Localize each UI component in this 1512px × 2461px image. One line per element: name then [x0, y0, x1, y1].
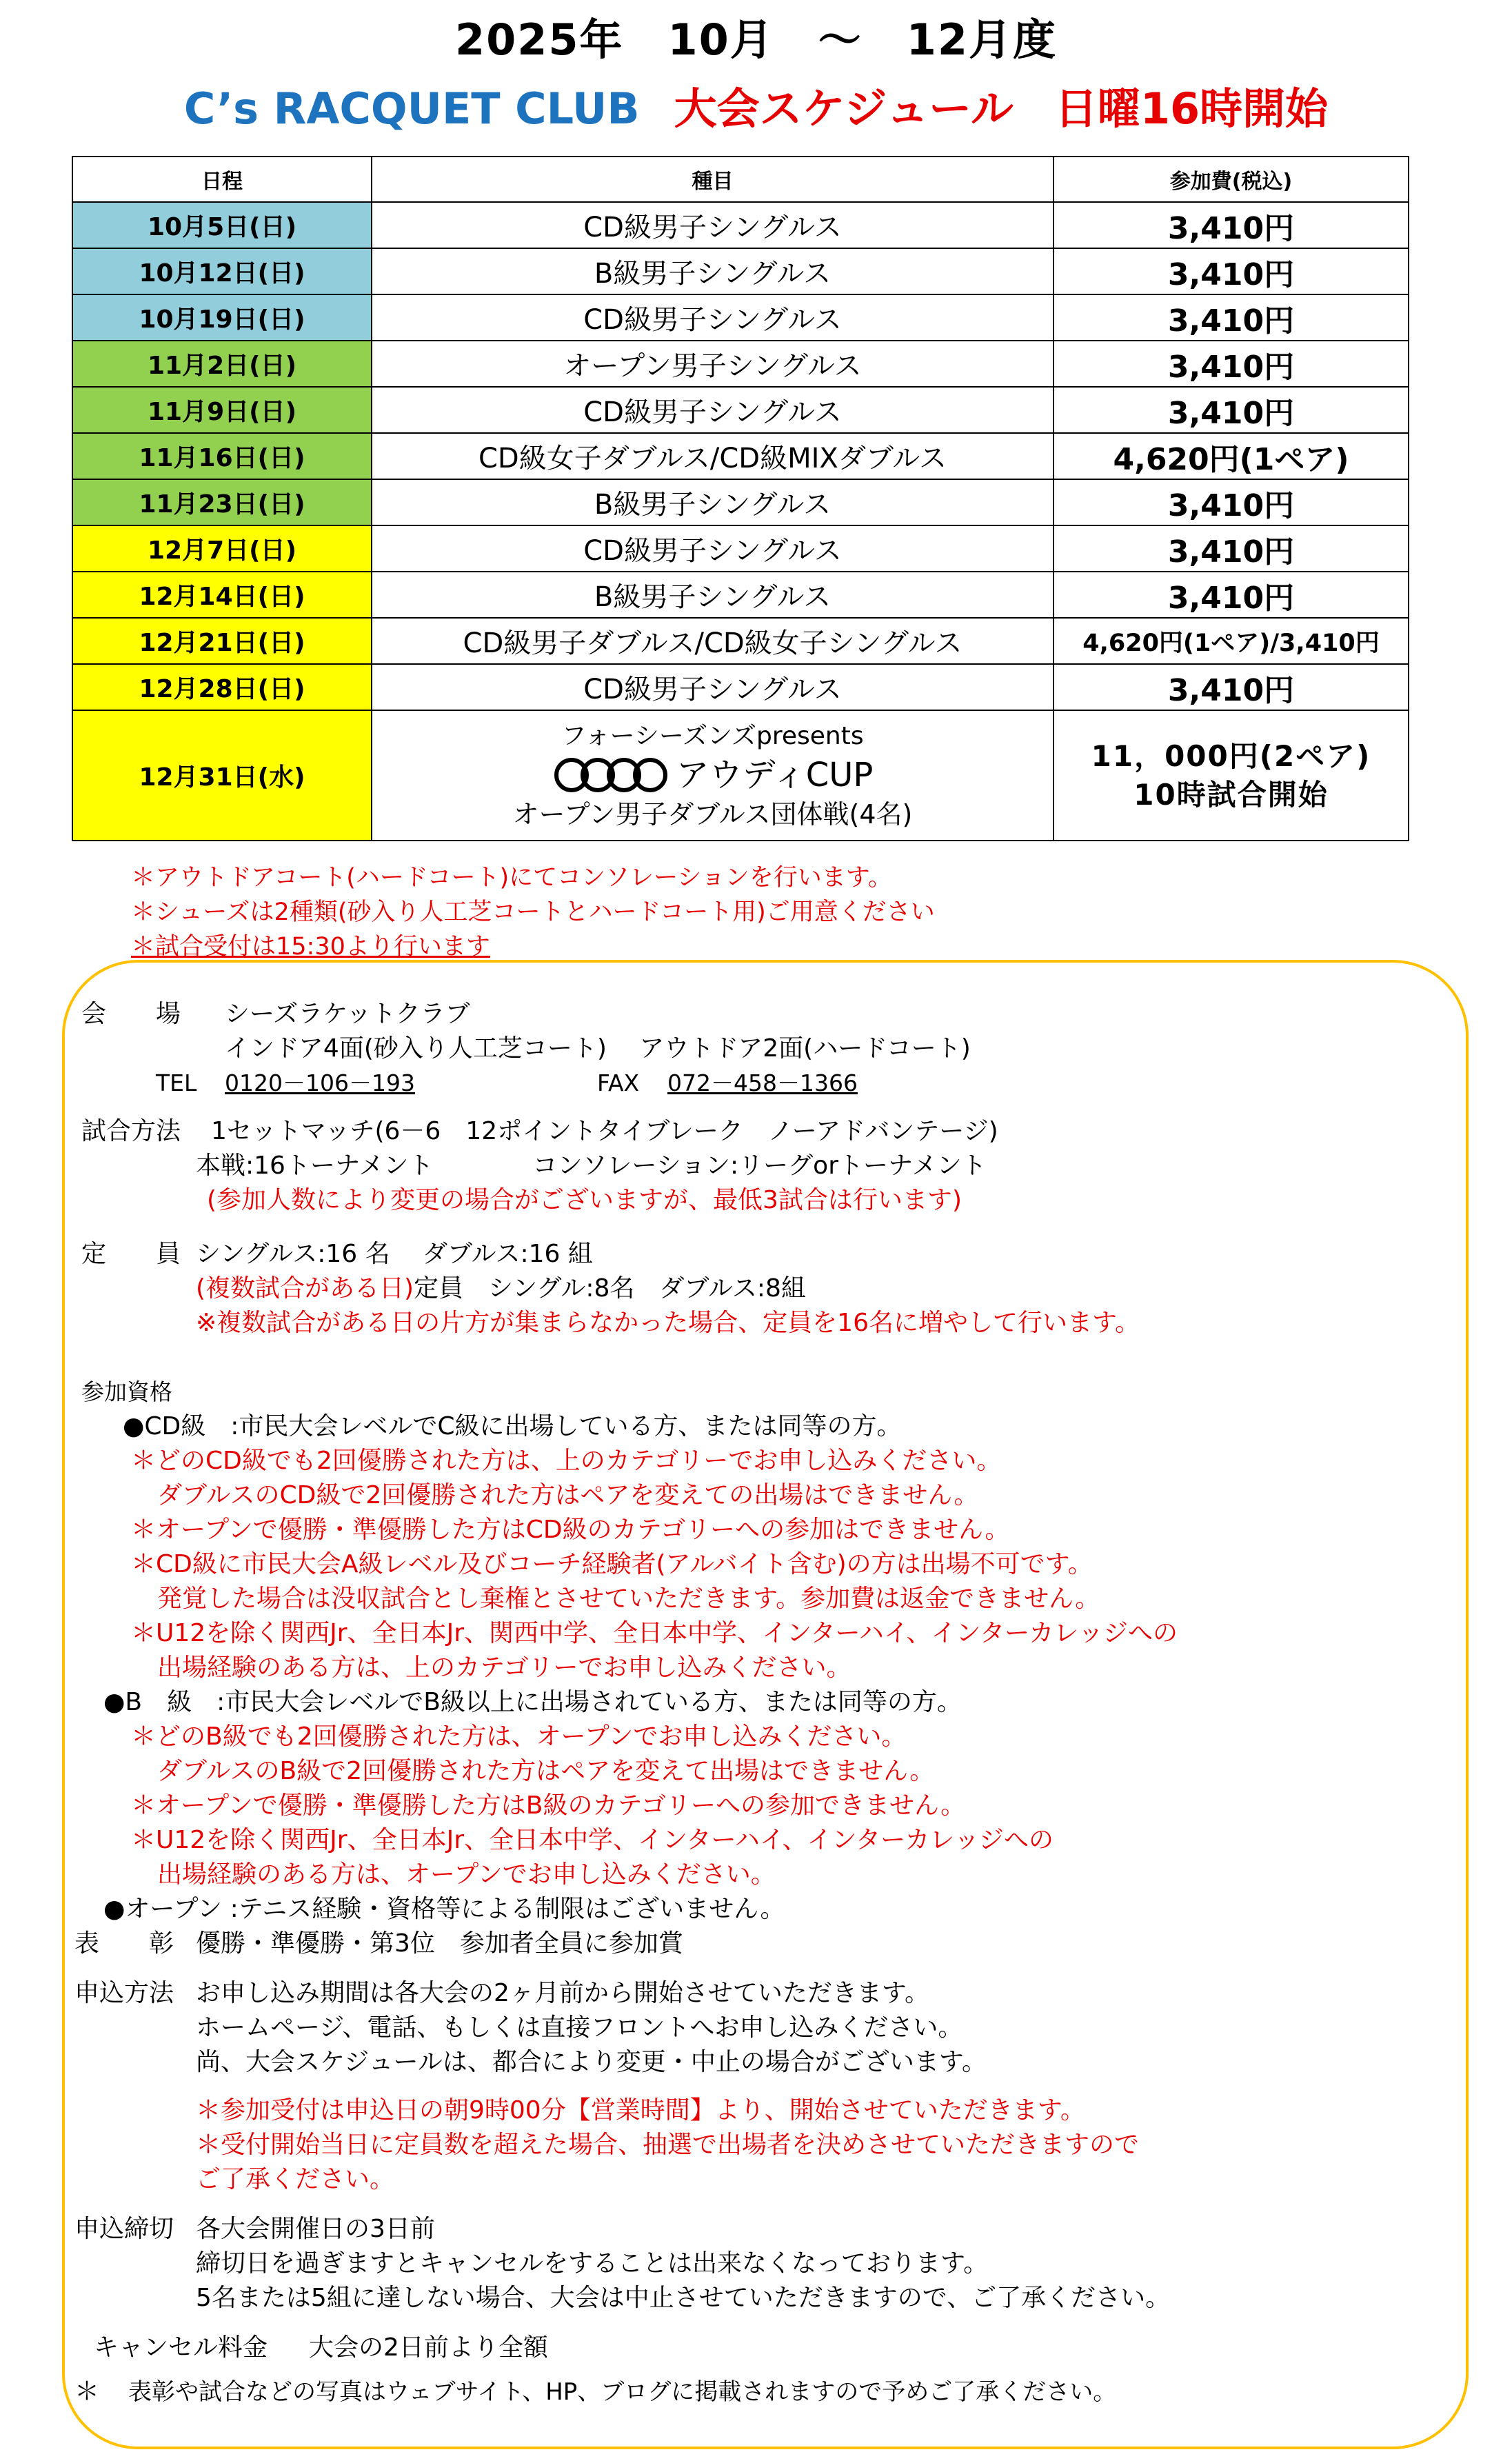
row-event: CD級女子ダブルス/CD級MIXダブルス	[372, 433, 1054, 479]
row-date: 11月23日(日)	[72, 479, 372, 525]
venue-name: シーズラケットクラブ	[225, 1000, 470, 1028]
row-date: 12月31日(水)	[72, 710, 372, 841]
row-event: CD級男子シングルス	[372, 664, 1054, 710]
club-name: C’s RACQUET CLUB	[183, 83, 640, 134]
b-rule: ＊どのB級でも2回優勝された方は、オープンでお申し込みください。	[131, 1722, 907, 1751]
apply-line: 尚、大会スケジュールは、都合により変更・中止の場合がございます。	[196, 2048, 987, 2076]
header-date: 日程	[72, 157, 372, 202]
method-note: (参加人数により変更の場合がございますが、最低3試合は行います)	[207, 1186, 962, 1214]
special-start: 10時試合開始	[1133, 777, 1329, 812]
row-fee: 3,410円	[1054, 664, 1409, 710]
row-date: 12月21日(日)	[72, 618, 372, 664]
apply-note: ＊参加受付は申込日の朝9時00分【営業時間】より、開始させていただきます。	[196, 2096, 1085, 2125]
cup-format: オープン男子ダブルス団体戦(4名)	[512, 798, 913, 830]
row-fee: 3,410円	[1054, 202, 1409, 248]
row-event: CD級男子シングルス	[372, 294, 1054, 341]
table-notes	[131, 861, 935, 964]
fax-number: 072－458－1366	[667, 1069, 858, 1096]
table-header-row	[72, 157, 1409, 202]
row-fee: 4,620円(1ペア)/3,410円	[1054, 618, 1409, 664]
method-line: 1セットマッチ(6－6 12ポイントタイブレーク ノーアドバンテージ)	[211, 1117, 998, 1145]
cancel-text: 大会の2日前より全額	[309, 2333, 548, 2362]
b-rule: ダブルスのB級で2回優勝された方はペアを変えて出場はできません。	[157, 1757, 935, 1785]
b-rule: ＊U12を除く関西Jr、全日本Jr、全日本中学、インターハイ、インターカレッジへの	[131, 1826, 1054, 1854]
cancel-label: キャンセル料金	[94, 2333, 268, 2362]
venue-courts: インドア4面(砂入り人工芝コート) アウトドア2面(ハードコート)	[225, 1034, 971, 1063]
row-event: CD級男子ダブルス/CD級女子シングルス	[372, 618, 1054, 664]
table-row	[72, 433, 1409, 479]
cd-rule: ダブルスのCD級で2回優勝された方はペアを変えての出場はできません。	[157, 1481, 979, 1509]
cd-rule: ＊どのCD級でも2回優勝された方は、上のカテゴリーでお申し込みください。	[131, 1447, 1002, 1475]
method-line: 本戦:16トーナメント コンソレーション:リーグorトーナメント	[196, 1152, 987, 1180]
fax-label: FAX	[597, 1069, 640, 1096]
apply-line: お申し込み期間は各大会の2ヶ月前から開始させていただきます。	[196, 1979, 930, 2007]
apply-note: ご了承ください。	[196, 2165, 395, 2193]
cup-name: アウディCUP	[676, 755, 874, 794]
eligibility-label: 参加資格	[81, 1378, 172, 1405]
deadline-line: 各大会開催日の3日前	[196, 2215, 435, 2243]
row-fee: 3,410円	[1054, 525, 1409, 572]
tel-number[interactable]: 0120－106－193	[225, 1069, 415, 1096]
capacity-label: 定 員	[81, 1240, 181, 1268]
cd-rule: ＊CD級に市民大会A級レベル及びコーチ経験者(アルバイト含む)の方は出場不可です。	[131, 1550, 1093, 1578]
deadline-line: 5名または5組に達しない場合、大会は中止させていただきますので、ご了承ください。	[196, 2284, 1171, 2312]
table-row	[72, 248, 1409, 294]
cd-rule: ＊U12を除く関西Jr、全日本Jr、関西中学、全日本中学、インターハイ、インターカレッジへの	[131, 1619, 1178, 1647]
row-date: 12月7日(日)	[72, 525, 372, 572]
schedule-table	[72, 156, 1409, 841]
photo-note-text: 表彰や試合などの写真はウェブサイト、HP、ブログに掲載されますので予めご了承ください。	[128, 2378, 1117, 2406]
capacity-red: (複数試合がある日)	[196, 1274, 414, 1303]
note-item: ＊シューズは2種類(砂入り人工芝コートとハードコート用)ご用意ください	[131, 898, 935, 926]
apply-note: ＊受付開始当日に定員数を超えた場合、抽選で出場者を決めさせていただきますので	[196, 2131, 1140, 2159]
photo-note-mark: ＊	[74, 2378, 100, 2406]
audi-rings-icon	[552, 756, 669, 794]
row-date: 11月9日(日)	[72, 387, 372, 433]
row-fee: 3,410円	[1054, 294, 1409, 341]
page-subtitle	[0, 74, 1512, 136]
sponsor-text: フォーシーズンズpresents	[561, 721, 864, 750]
page-title: 2025年 10月 ～ 12月度	[454, 14, 1058, 65]
row-date: 12月28日(日)	[72, 664, 372, 710]
row-fee: 3,410円	[1054, 479, 1409, 525]
award-label: 表 彰	[74, 1929, 174, 1958]
row-event: CD級男子シングルス	[372, 387, 1054, 433]
row-event: CD級男子シングルス	[372, 202, 1054, 248]
note-item: ＊アウトドアコート(ハードコート)にてコンソレーションを行います。	[131, 864, 892, 892]
capacity-note: ※複数試合がある日の片方が集まらなかった場合、定員を16名に増やして行います。	[196, 1309, 1140, 1337]
row-event: オープン男子シングルス	[372, 341, 1054, 387]
tel-label: TEL	[156, 1069, 197, 1096]
row-fee: 3,410円	[1054, 341, 1409, 387]
row-event: CD級男子シングルス	[372, 525, 1054, 572]
row-fee: 3,410円	[1054, 248, 1409, 294]
row-event: B級男子シングルス	[372, 479, 1054, 525]
cd-rule: 発覚した場合は没収試合とし棄権とさせていただきます。参加費は返金できません。	[157, 1585, 1100, 1613]
table-row	[72, 572, 1409, 618]
row-date: 12月14日(日)	[72, 572, 372, 618]
deadline-line: 締切日を過ぎますとキャンセルをすることは出来なくなっております。	[196, 2249, 989, 2278]
row-event: B級男子シングルス	[372, 572, 1054, 618]
capacity-line: シングルス:16 名 ダブルス:16 組	[196, 1240, 593, 1268]
table-row	[72, 294, 1409, 341]
cd-heading: ●CD級 :市民大会レベルでC級に出場している方、または同等の方。	[123, 1412, 902, 1440]
schedule-label: 大会スケジュール	[674, 83, 1014, 134]
table-row	[72, 618, 1409, 664]
apply-line: ホームページ、電話、もしくは直接フロントへお申し込みください。	[196, 2013, 963, 2042]
row-date: 11月2日(日)	[72, 341, 372, 387]
award-text: 優勝・準優勝・第3位 参加者全員に参加賞	[196, 1929, 683, 1958]
row-fee: 3,410円	[1054, 387, 1409, 433]
table-row	[72, 341, 1409, 387]
row-event: B級男子シングルス	[372, 248, 1054, 294]
table-row	[72, 525, 1409, 572]
header-event: 種目	[372, 157, 1054, 202]
table-row-special	[72, 710, 1409, 841]
note-item: ＊試合受付は15:30より行います	[131, 933, 490, 961]
cd-rule: ＊オープンで優勝・準優勝した方はCD級のカテゴリーへの参加はできません。	[131, 1516, 1010, 1544]
capacity-line	[196, 1272, 806, 1306]
start-time-label: 日曜16時開始	[1054, 83, 1329, 134]
b-rule: ＊オープンで優勝・準優勝した方はB級のカテゴリーへの参加できません。	[131, 1791, 966, 1820]
table-row	[72, 387, 1409, 433]
b-rule: 出場経験のある方は、オープンでお申し込みください。	[157, 1860, 776, 1889]
b-heading: ●B 級 :市民大会レベルでB級以上に出場されている方、または同等の方。	[103, 1688, 962, 1716]
cup-line	[372, 753, 1053, 797]
open-heading: ●オープン :テニス経験・資格等による制限はございません。	[103, 1895, 785, 1923]
row-fee: 4,620円(1ペア)	[1054, 433, 1409, 479]
header-fee: 参加費(税込)	[1054, 157, 1409, 202]
table-row	[72, 202, 1409, 248]
apply-label: 申込方法	[74, 1979, 174, 2007]
row-date: 10月19日(日)	[72, 294, 372, 341]
row-fee: 3,410円	[1054, 572, 1409, 618]
venue-label: 会 場	[81, 1000, 181, 1028]
special-fee-cell	[1054, 710, 1409, 841]
audi-cup-cell	[372, 710, 1054, 841]
row-date: 10月5日(日)	[72, 202, 372, 248]
special-fee: 11，000円(2ペア)	[1091, 739, 1371, 773]
cd-rule: 出場経験のある方は、上のカテゴリーでお申し込みください。	[157, 1654, 851, 1682]
deadline-label: 申込締切	[74, 2215, 174, 2243]
table-row	[72, 479, 1409, 525]
capacity-rest: 定員 シングル:8名 ダブルス:8組	[414, 1274, 806, 1303]
method-label: 試合方法	[81, 1117, 181, 1145]
row-date: 10月12日(日)	[72, 248, 372, 294]
row-date: 11月16日(日)	[72, 433, 372, 479]
table-row	[72, 664, 1409, 710]
